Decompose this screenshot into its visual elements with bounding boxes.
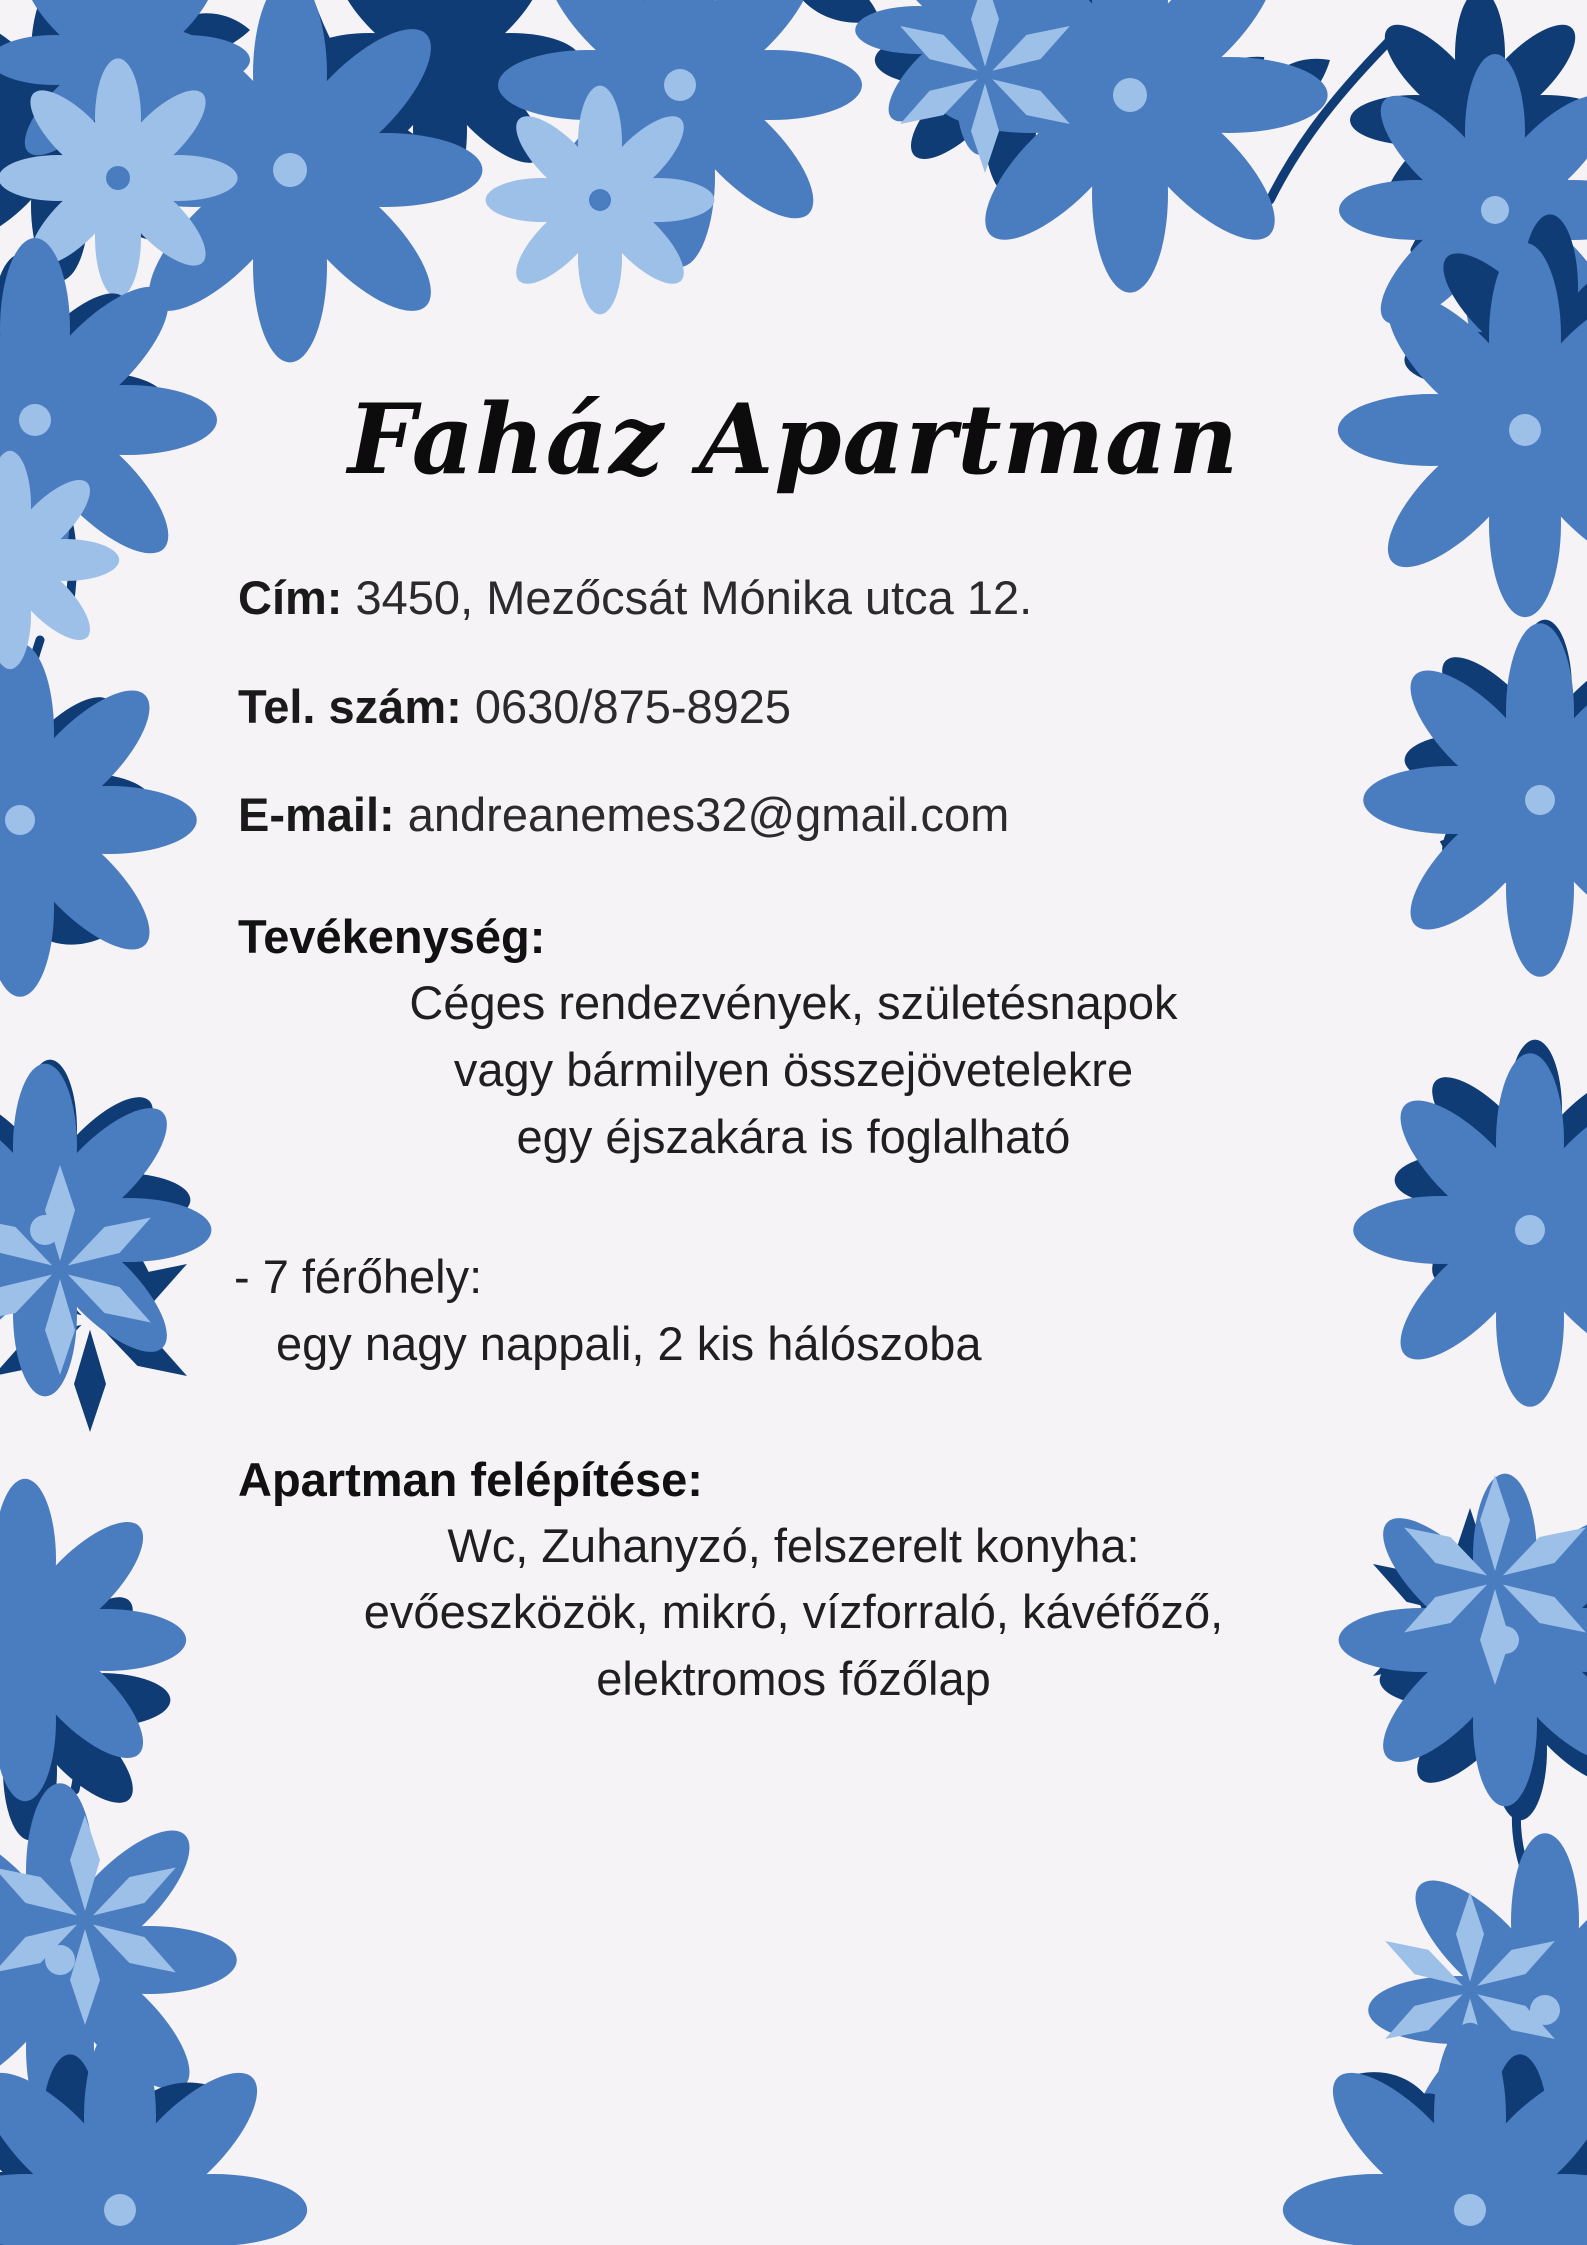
email-label: E-mail: [238,788,395,842]
activity-line-1: Céges rendezvények, születésnapok [409,976,1178,1030]
building-line-1: Wc, Zuhanyzó, felszerelt konyha: [447,1518,1140,1572]
activity-heading: Tevékenység: [238,910,546,964]
address-label: Cím: [238,570,343,624]
activity-section [210,909,1377,1170]
phone-label: Tel. szám: [238,679,462,733]
activity-line-2: vagy bármilyen összejövetelekre [453,1042,1134,1096]
activity-line-3: egy éjszakára is foglalható [516,1109,1071,1163]
contact-line-email [238,786,1009,845]
contact-line-address [238,569,1032,628]
activity-body [210,970,1377,1170]
capacity-line-2: egy nagy nappali, 2 kis hálószoba [276,1316,982,1370]
capacity-line-1: - 7 férőhely: [234,1250,483,1304]
building-body [210,1513,1377,1713]
email-value: andreanemes32@gmail.com [407,788,1010,842]
building-heading: Apartman felépítése: [238,1452,703,1506]
contact-info-block [210,569,1377,895]
address-value: 3450, Mezőcsát Mónika utca 12. [355,570,1033,624]
building-line-3: elektromos főzőlap [596,1652,991,1706]
contact-line-phone [238,678,791,737]
capacity-section [210,1244,1377,1377]
phone-value: 0630/875-8925 [474,679,792,733]
building-line-2: evőeszközök, mikró, vízforraló, kávéfőző, [363,1585,1224,1639]
page-title: Faház Apartman [347,383,1240,496]
